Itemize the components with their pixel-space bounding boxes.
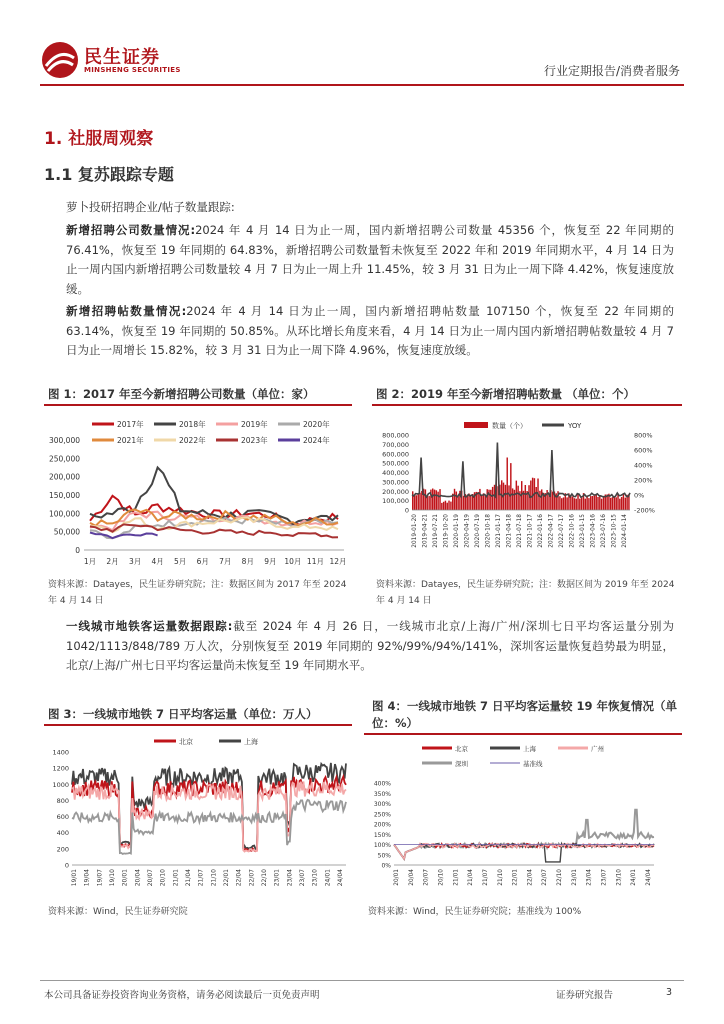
figure-4-chart — [364, 738, 682, 900]
metro-line — [72, 800, 346, 854]
bar — [450, 502, 451, 510]
bar — [561, 498, 562, 510]
x-tick-label: 2021-04-18 — [506, 514, 513, 548]
x-tick-label: 21/01 — [172, 869, 180, 887]
x-tick-label: 20/10 — [438, 869, 445, 886]
y-tick-label: 600 — [56, 813, 69, 822]
y-tick-label: 1000 — [52, 780, 69, 789]
x-tick-label: 8月 — [241, 557, 254, 566]
x-tick-label: 2021-10-17 — [527, 514, 534, 548]
bar — [581, 498, 582, 510]
subsection-heading: 1.1 复苏跟踪专题 — [44, 165, 174, 184]
y-tick-label: 0 — [64, 861, 69, 870]
bar — [541, 489, 542, 510]
bar — [577, 494, 578, 510]
paragraph-metro — [66, 617, 674, 676]
section-heading: 1. 社服周观察 — [44, 129, 154, 149]
paragraph-lead: 新增招聘公司数量情况: — [66, 223, 196, 237]
figure-4-rule — [364, 733, 682, 735]
y-tick-label: 700,000 — [382, 440, 409, 449]
bar — [456, 492, 457, 511]
legend-swatch — [464, 422, 488, 428]
footer-rule — [40, 980, 684, 981]
bar — [507, 458, 508, 511]
x-tick-label: 2020-07-19 — [475, 514, 481, 548]
y-tick-label: 50,000 — [53, 527, 80, 537]
x-tick-label: 2022-04-17 — [548, 514, 555, 548]
paragraph-body: 2024 年 4 月 14 日为止一周，国内新增招聘公司数量 45356 个，恢复至 22 年同期的 76.41%，恢复至 19 年同期的 64.83%，新增招聘公司数量暂未恢复至 2022 年和 2019 年同期水平，4 月 14 日为止一周内国内新增招聘公司数量较 4 月 7 日为止一周上升 11.45%，较 3 月 31 日为止一周下降 4.42%，恢复速度放缓。 — [66, 223, 674, 296]
paragraph-body: 2024 年 4 月 14 日为止一周，国内新增招聘帖数量 107150 个，恢复至 22 年同期的 63.14%，恢复至 19 年同期的 50.85%。从环比增长角度来看，4 月 14 日为止一周内国内新增招聘帖数量较 4 月 7 日为止一周增长 15.82%，较 3 月 31 日为止一周下降 4.96%，恢复速度放缓。 — [66, 304, 674, 357]
y-tick-label: 200% — [373, 821, 391, 829]
legend-label: YOY — [568, 422, 582, 430]
legend-label: 2017年 — [117, 420, 144, 429]
minsheng-logo — [40, 40, 80, 80]
bar — [616, 497, 617, 510]
y-tick-label: 0 — [404, 506, 409, 515]
y-tick-label: 200,000 — [382, 487, 409, 496]
bar — [572, 497, 573, 511]
x-tick-label: 20/01 — [121, 869, 129, 887]
x-tick-label: 3月 — [128, 557, 142, 566]
y2-tick-label: 200% — [634, 476, 653, 485]
paragraph-posts — [66, 302, 674, 361]
x-tick-label: 20/01 — [394, 869, 400, 886]
y-tick-label: 800,000 — [382, 431, 409, 440]
x-tick-label: 19/04 — [83, 869, 91, 887]
bar — [516, 481, 517, 510]
x-tick-label: 19/10 — [109, 869, 116, 887]
x-tick-label: 2020-01-19 — [454, 514, 460, 548]
y-tick-label: 250% — [373, 811, 391, 819]
bar — [477, 492, 478, 510]
bar — [432, 489, 433, 511]
bar — [599, 495, 600, 510]
x-tick-label: 23/04 — [286, 869, 294, 887]
y-tick-label: 0 — [75, 546, 80, 555]
paragraph-lead: 新增招聘帖数量情况: — [66, 304, 187, 318]
bar — [590, 496, 591, 510]
bar — [552, 492, 553, 510]
legend-label: 2024年 — [303, 436, 330, 445]
x-tick-label: 23/01 — [273, 869, 281, 887]
x-tick-label: 20/04 — [134, 869, 142, 887]
y-tick-label: 300,000 — [48, 436, 80, 445]
y-tick-label: 400,000 — [382, 469, 409, 477]
x-tick-label: 21/04 — [185, 869, 192, 887]
x-tick-label: 2023-10-15 — [611, 514, 618, 548]
x-tick-label: 24/04 — [337, 869, 344, 887]
bar — [579, 499, 580, 510]
x-tick-label: 22/04 — [235, 869, 243, 887]
x-tick-label: 2019-10-20 — [443, 514, 450, 548]
x-tick-label: 11月 — [306, 557, 324, 566]
y2-tick-label: 400% — [634, 461, 653, 470]
x-tick-label: 24/01 — [324, 869, 332, 887]
y-tick-label: 200,000 — [48, 472, 80, 482]
legend-label: 上海 — [244, 738, 258, 746]
brand-name-cn: 民生证券 — [84, 47, 160, 68]
x-tick-label: 20/04 — [408, 869, 415, 886]
bar — [621, 497, 622, 510]
figure-3-source: 资料来源：Wind，民生证券研究院 — [48, 907, 188, 917]
x-tick-label: 2020-10-18 — [485, 514, 492, 548]
bar — [610, 498, 611, 510]
bar — [470, 496, 471, 511]
y-tick-label: 250,000 — [48, 454, 80, 464]
bar — [592, 496, 593, 510]
bar — [588, 498, 589, 510]
x-tick-label: 2022-01-16 — [538, 514, 544, 548]
bar — [418, 494, 419, 510]
bar — [454, 489, 455, 510]
figure-1-chart — [44, 410, 352, 575]
x-tick-label: 20/07 — [423, 869, 430, 886]
bar — [447, 503, 448, 510]
bar — [530, 481, 531, 511]
x-tick-label: 10月 — [284, 557, 302, 566]
bar — [505, 485, 506, 510]
bar — [594, 496, 595, 510]
paragraph-body: 截至 2024 年 4 月 26 日，一线城市北京/上海/广州/深圳七日平均客运量分别为 1042/1113/848/789 万人次，分别恢复至 2019 年同期的 92%/99%/94%/141%，深圳客运量恢复趋势最为明显，北京/上海/广州七日平均客运量尚未恢复至 19 年同期水平。 — [66, 619, 674, 672]
x-tick-label: 2019-07-21 — [433, 514, 439, 548]
bar — [559, 496, 560, 510]
x-tick-label: 20/07 — [147, 869, 154, 887]
bar — [443, 502, 444, 510]
x-tick-label: 2020-04-19 — [464, 514, 471, 548]
figure-1-source: 资料来源：Datayes，民生证券研究院；注：数据区间为 2017 年至 2024 年 4 月 14 日 — [48, 580, 347, 606]
bar — [448, 501, 449, 510]
y2-tick-label: 0% — [634, 491, 645, 500]
brand-name-en: MINSHENG SECURITIES — [84, 66, 181, 74]
bar — [445, 501, 446, 510]
legend-label: 2018年 — [179, 420, 206, 429]
x-tick-label: 19/07 — [96, 869, 104, 887]
x-tick-label: 22/04 — [527, 869, 534, 886]
x-tick-label: 21/10 — [497, 869, 504, 886]
bar — [481, 495, 482, 510]
recovery-line — [394, 810, 654, 859]
y2-tick-label: -200% — [634, 506, 655, 515]
x-tick-label: 21/01 — [453, 869, 460, 886]
y-tick-label: 350% — [373, 790, 391, 798]
bar — [601, 499, 602, 510]
y2-tick-label: 600% — [634, 446, 653, 455]
y-tick-label: 400% — [373, 780, 391, 788]
bar — [536, 487, 537, 510]
page-number: 3 — [666, 987, 673, 998]
x-tick-label: 19/01 — [71, 869, 78, 887]
y-tick-label: 300,000 — [382, 478, 409, 487]
bar — [603, 497, 604, 510]
y-tick-label: 100,000 — [382, 497, 409, 506]
x-tick-label: 6月 — [196, 557, 209, 566]
x-tick-label: 22/01 — [512, 869, 519, 886]
y-tick-label: 200 — [56, 845, 69, 854]
bar — [428, 496, 429, 510]
bar — [566, 497, 567, 510]
figure-2-rule — [372, 404, 682, 406]
x-tick-label: 20/10 — [159, 869, 167, 887]
figure-2-source: 资料来源：Datayes，民生证券研究院；注：数据区间为 2019 年至 2024 年 4 月 14 日 — [376, 580, 675, 606]
x-tick-label: 2023-04-16 — [590, 514, 597, 548]
x-tick-label: 2019-01-20 — [412, 514, 418, 548]
x-tick-label: 2021-01-17 — [496, 514, 502, 548]
x-tick-label: 7月 — [219, 557, 232, 566]
bar — [508, 485, 509, 510]
legend-label: 2021年 — [117, 436, 144, 445]
figure-1-rule — [44, 404, 352, 406]
x-tick-label: 2023-01-15 — [580, 514, 586, 548]
bar — [419, 493, 420, 510]
x-tick-label: 5月 — [174, 557, 187, 566]
bar — [619, 499, 620, 510]
bar — [539, 491, 540, 510]
bar — [439, 489, 440, 510]
y-tick-label: 800 — [56, 796, 69, 805]
x-tick-label: 2024-01-14 — [622, 514, 628, 548]
x-tick-label: 1月 — [83, 557, 97, 566]
legend-label: 深圳 — [455, 760, 468, 768]
x-tick-label: 2022-07-17 — [559, 514, 565, 548]
legend-label: 2023年 — [241, 436, 268, 445]
bar — [425, 489, 426, 510]
y-tick-label: 600,000 — [382, 450, 409, 459]
x-tick-label: 2023-07-16 — [601, 514, 607, 548]
bar — [436, 490, 437, 510]
x-tick-label: 21/04 — [468, 869, 475, 886]
y-tick-label: 500,000 — [382, 459, 409, 468]
bar — [512, 488, 513, 510]
figure-3-title: 图 3：一线城市地铁 7 日平均客运量（单位：万人） — [48, 707, 318, 721]
bar — [463, 496, 464, 510]
legend-label: 2022年 — [179, 436, 206, 445]
legend-label: 北京 — [455, 745, 468, 753]
legend-label: 广州 — [591, 745, 604, 753]
x-tick-label: 21/07 — [482, 869, 489, 886]
x-tick-label: 21/07 — [197, 869, 205, 887]
bar — [441, 503, 442, 510]
x-tick-label: 12月 — [329, 557, 347, 566]
x-tick-label: 23/10 — [311, 869, 319, 887]
bar — [437, 492, 438, 510]
bar — [412, 491, 413, 510]
x-tick-label: 24/04 — [646, 869, 652, 886]
y-tick-label: 150% — [373, 831, 391, 839]
x-tick-label: 2019-04-21 — [422, 514, 429, 548]
doc-type: 行业定期报告/消费者服务 — [543, 64, 680, 78]
bar — [597, 497, 598, 510]
x-tick-label: 22/10 — [557, 869, 564, 886]
bar — [487, 489, 488, 510]
bar — [510, 463, 511, 510]
y-tick-label: 100% — [373, 842, 391, 849]
x-tick-label: 22/01 — [223, 869, 230, 887]
bar — [585, 499, 586, 510]
paragraph-lead: 一线城市地铁客运量数据跟踪: — [66, 619, 233, 633]
bar — [416, 495, 417, 510]
y-tick-label: 400 — [56, 829, 69, 838]
x-tick-label: 9月 — [264, 557, 277, 566]
bar — [514, 490, 515, 510]
bar — [612, 497, 613, 510]
header-rule — [40, 84, 684, 86]
bar — [492, 487, 493, 510]
y-tick-label: 150,000 — [48, 491, 80, 500]
footer-disclaimer: 本公司具备证券投资咨询业务资格，请务必阅读最后一页免责声明 — [44, 990, 320, 1001]
bar — [614, 497, 615, 510]
bar — [479, 489, 480, 510]
legend-label: 北京 — [179, 738, 193, 746]
figure-4-title: 图 4：一线城市地铁 7 日平均客运量较 19 年恢复情况（单位：%） — [372, 699, 678, 730]
x-tick-label: 22/10 — [261, 869, 268, 887]
x-tick-label: 2月 — [106, 557, 119, 566]
bar — [517, 486, 518, 510]
bar — [623, 493, 624, 510]
y-tick-label: 0% — [381, 862, 391, 870]
bar — [525, 485, 526, 510]
bar — [574, 498, 575, 510]
bar — [485, 495, 486, 510]
figure-1-title: 图 1：2017 年至今新增招聘公司数量（单位：家） — [48, 387, 315, 401]
x-tick-label: 22/07 — [542, 869, 549, 886]
figure-4-source: 资料来源：Wind，民生证券研究院；基准线为 100% — [368, 907, 582, 917]
figure-3-chart — [44, 730, 352, 900]
x-tick-label: 23/01 — [571, 869, 578, 886]
y-tick-label: 100,000 — [48, 509, 80, 519]
bar — [414, 495, 415, 510]
x-tick-label: 23/10 — [616, 869, 623, 886]
y-tick-label: 300% — [373, 801, 391, 808]
bar — [483, 493, 484, 510]
bar — [434, 490, 435, 510]
x-tick-label: 23/07 — [601, 869, 608, 886]
bar — [563, 497, 564, 510]
bar — [596, 495, 597, 510]
legend-label: 2020年 — [303, 420, 330, 429]
legend-label: 数量（个） — [492, 422, 527, 430]
figure-3-rule — [44, 724, 352, 726]
x-tick-label: 24/01 — [631, 869, 638, 886]
bar — [586, 496, 587, 510]
legend-label: 基准线 — [523, 760, 543, 768]
bar — [576, 499, 577, 510]
x-tick-label: 4月 — [151, 557, 164, 566]
x-tick-label: 21/10 — [210, 869, 218, 887]
y-tick-label: 1400 — [52, 748, 69, 757]
x-tick-label: 2021-07-18 — [517, 514, 523, 548]
figure-2-title: 图 2：2019 年至今新增招聘帖数量 （单位：个） — [376, 387, 636, 401]
bar — [490, 490, 491, 510]
figure-2-chart — [372, 410, 682, 575]
footer-label: 证券研究报告 — [556, 990, 614, 1001]
x-tick-label: 23/04 — [586, 869, 593, 886]
y-tick-label: 50% — [377, 852, 391, 860]
paragraph-companies — [66, 221, 674, 299]
y2-tick-label: 800% — [634, 431, 653, 440]
bar — [625, 498, 626, 510]
legend-label: 上海 — [523, 745, 536, 753]
y-tick-label: 1200 — [52, 764, 69, 773]
legend-label: 2019年 — [241, 420, 268, 429]
x-tick-label: 23/07 — [299, 869, 306, 887]
intro-paragraph: 萝卜投研招聘企业/帖子数量跟踪: — [66, 200, 235, 214]
x-tick-label: 2022-10-16 — [569, 514, 576, 548]
x-tick-label: 22/07 — [248, 869, 256, 887]
